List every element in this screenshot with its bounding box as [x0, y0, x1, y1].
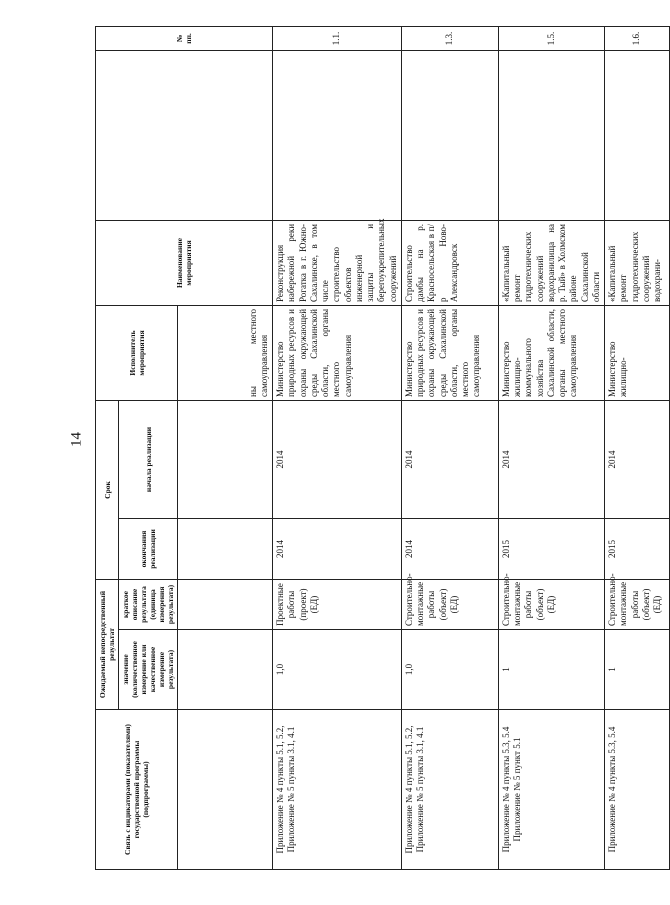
- header-num: № пп.: [96, 26, 273, 50]
- result-desc-cell: Строительно-монтажные работы (объект) (ЕД): [401, 580, 498, 630]
- table-row: [401, 26, 498, 869]
- num-cell: 1.1.: [273, 26, 402, 50]
- executor-cell: Министерство природных ресурсов и охраны окружающей среды Сахалинской области, органы местного самоуправления: [401, 305, 498, 400]
- start-cell: 2014: [401, 400, 498, 518]
- result-value-cell: 1: [605, 630, 670, 710]
- table-row: [273, 26, 402, 869]
- page-number: 14: [68, 432, 85, 447]
- num-cell: 1.3.: [401, 26, 498, 50]
- header-start: начала реализации: [119, 400, 178, 518]
- end-cell: 2015: [605, 519, 670, 580]
- continuation-start-cell: [178, 400, 273, 518]
- result-value-cell: 1: [498, 630, 604, 710]
- header-result: Ожидаемый непосредственный результат: [96, 580, 119, 710]
- rotated-table-wrapper: [95, 27, 662, 870]
- header-row-1: [96, 26, 119, 869]
- header-term: Срок: [96, 400, 119, 579]
- header-executor: Исполнитель мероприятия: [96, 305, 178, 400]
- name-cell: Строительство дамбы на р. Красносельская в п/р Ново-Александровск: [401, 220, 498, 305]
- start-cell: 2014: [273, 400, 402, 518]
- result-value-cell: 1,0: [273, 630, 402, 710]
- end-cell: 2015: [498, 519, 604, 580]
- link-cell: Приложение № 4 пункты 5.3, 5.4 Приложение № 5 пункт 5.1: [498, 710, 604, 870]
- empty-cell: [605, 50, 670, 220]
- name-cell: «Капитальный ремонт гидротехнических сооружений водохрани-: [605, 220, 670, 305]
- table-row: [605, 26, 670, 869]
- start-cell: 2014: [498, 400, 604, 518]
- continuation-end-cell: [178, 519, 273, 580]
- executor-cell: Министерство жилищно-коммунального хозяйства Сахалинской области, органы местного самоуправления: [498, 305, 604, 400]
- table-row: [498, 26, 604, 869]
- header-end: окончания реализации: [119, 519, 178, 580]
- continuation-desc-cell: [178, 580, 273, 630]
- name-cell: Реконструкция набережной реки Рогатка в г. Южно-Сахалинске, в том числе строительство объектов инженерной защиты и берегоукрепительных сооружений: [273, 220, 402, 305]
- header-result-desc: краткое описание результата (единица измерения результата): [119, 580, 178, 630]
- continuation-link-cell: [178, 710, 273, 870]
- result-value-cell: 1,0: [401, 630, 498, 710]
- result-desc-cell: Проектные работы (проект) (ЕД): [273, 580, 402, 630]
- header-link: Связь с индикаторами (показателями) государственной программы (подпрограммы): [96, 710, 178, 870]
- end-cell: 2014: [401, 519, 498, 580]
- num-cell: 1.6.: [605, 26, 670, 50]
- result-desc-cell: Строительно-монтажные работы (объект) (ЕД): [605, 580, 670, 630]
- executor-cell: Министерство природных ресурсов и охраны окружающей среды Сахалинской области, органы местного самоуправления: [273, 305, 402, 400]
- empty-cell: [273, 50, 402, 220]
- continuation-executor-text: ны местного самоуправления: [178, 305, 273, 400]
- result-desc-cell: Строительно-монтажные работы (объект) (ЕД): [498, 580, 604, 630]
- start-cell: 2014: [605, 400, 670, 518]
- program-measures-table: [95, 26, 670, 870]
- header-result-value: значение (количественное измерение или качественное измерение результата): [119, 630, 178, 710]
- executor-cell: Министерство жилищно-: [605, 305, 670, 400]
- link-cell: Приложение № 4 пункты 5.3, 5.4: [605, 710, 670, 870]
- continuation-value-cell: [178, 630, 273, 710]
- empty-cell: [498, 50, 604, 220]
- header-empty-cell: [96, 50, 273, 220]
- link-cell: Приложение № 4 пункты 5.1, 5.2, Приложение № 5 пункты 3.1, 4.1: [401, 710, 498, 870]
- link-cell: Приложение № 4 пункты 5.1, 5.2, Приложение № 5 пункты 3.1, 4.1: [273, 710, 402, 870]
- empty-cell: [401, 50, 498, 220]
- name-cell: «Капитальный ремонт гидротехнических сооружений водохранилища на р. Тый» в Холмском районе Сахалинской области: [498, 220, 604, 305]
- num-cell: 1.5.: [498, 26, 604, 50]
- end-cell: 2014: [273, 519, 402, 580]
- header-name: Наименование мероприятия: [96, 220, 273, 305]
